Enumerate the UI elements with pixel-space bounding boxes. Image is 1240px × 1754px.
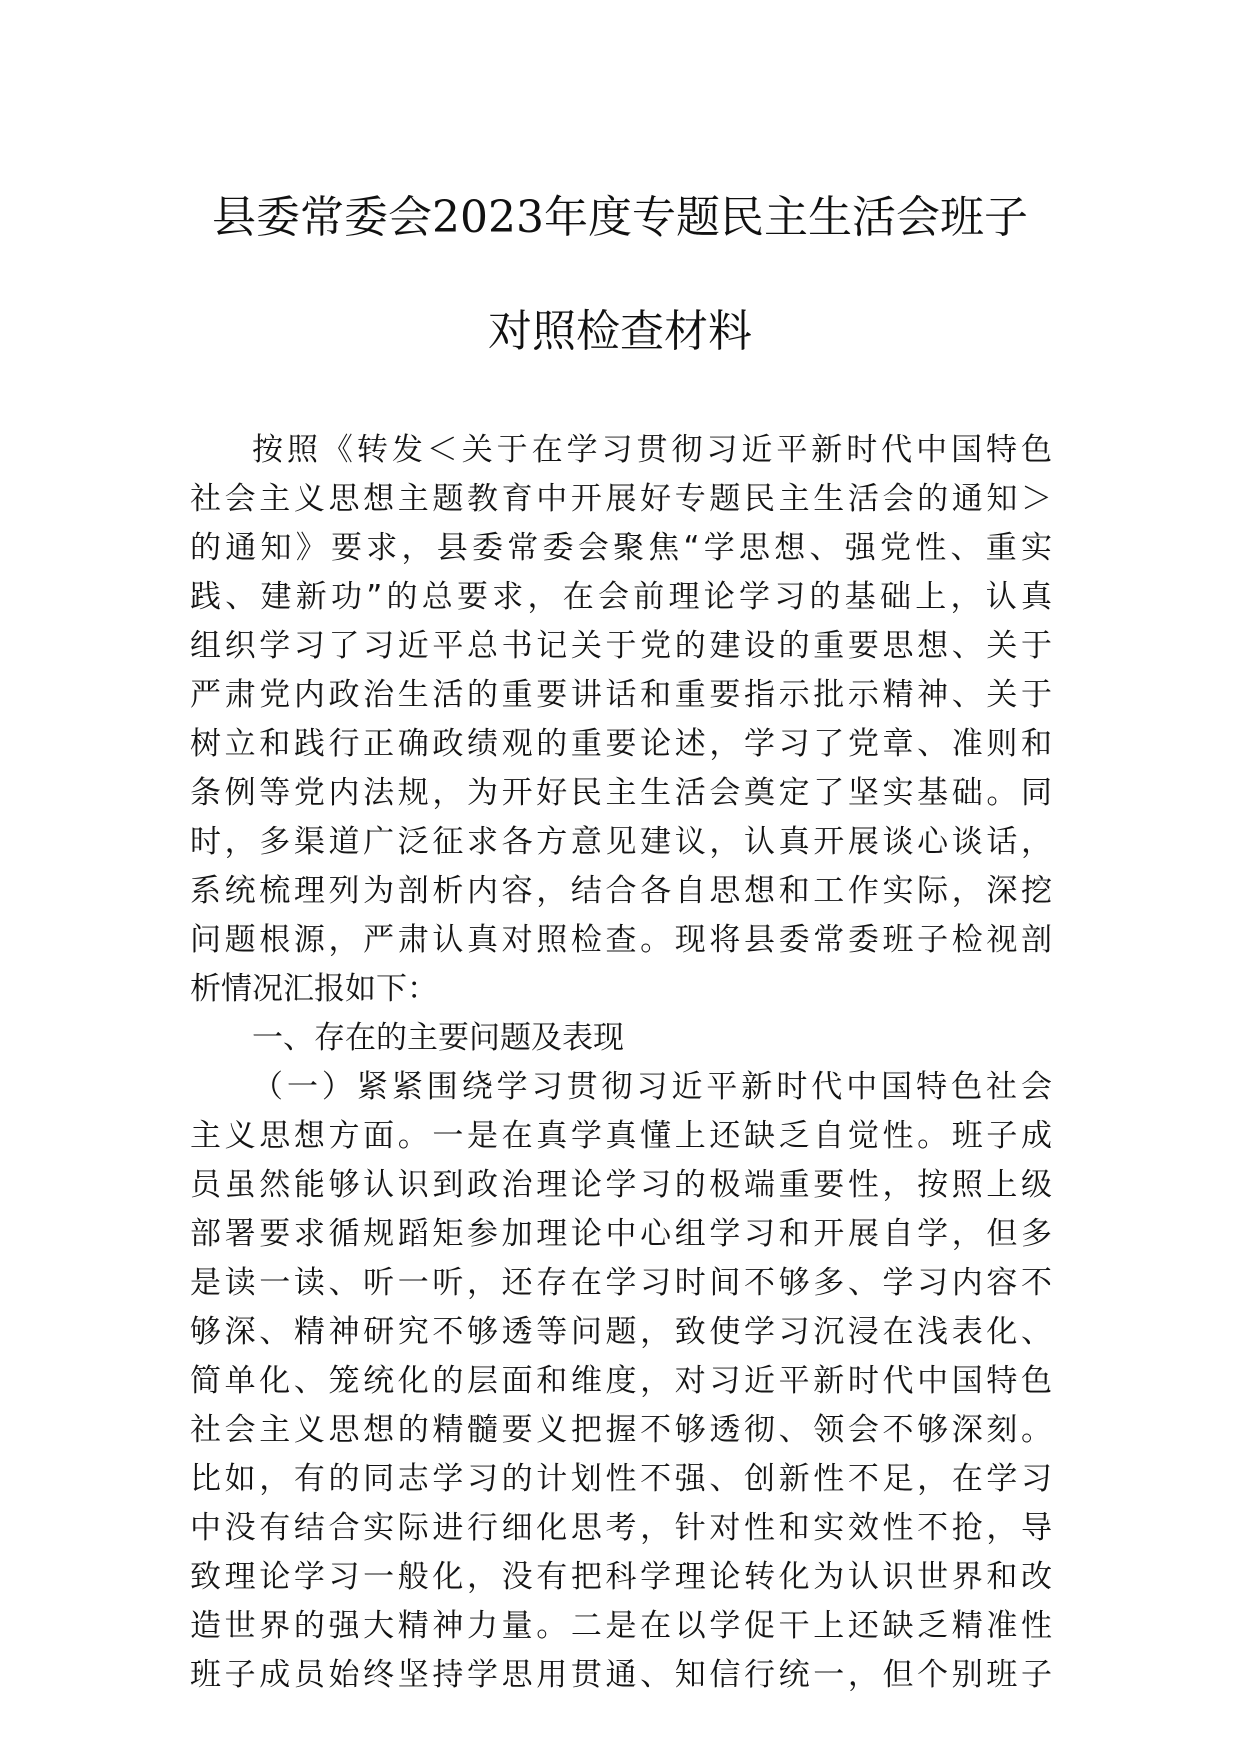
body-line: 严肃党内政治生活的重要讲话和重要指示批示精神、关于 (190, 677, 1052, 713)
body-line: 组织学习了习近平总书记关于党的建设的重要思想、关于 (190, 628, 1052, 664)
body-line: 简单化、笼统化的层面和维度，对习近平新时代中国特色 (190, 1363, 1052, 1399)
body-line: 按照《转发＜关于在学习贯彻习近平新时代中国特色 (252, 432, 1052, 468)
body-line: 社会主义思想主题教育中开展好专题民主生活会的通知＞ (190, 481, 1052, 517)
body-line: 造世界的强大精神力量。二是在以学促干上还缺乏精准性 (190, 1608, 1052, 1644)
body-line: 够深、精神研究不够透等问题，致使学习沉浸在浅表化、 (190, 1314, 1052, 1350)
body-line: 主义思想方面。一是在真学真懂上还缺乏自觉性。班子成 (190, 1118, 1052, 1154)
body-line: 部署要求循规蹈矩参加理论中心组学习和开展自学，但多 (190, 1216, 1052, 1252)
body-line: 条例等党内法规，为开好民主生活会奠定了坚实基础。同 (190, 775, 1052, 811)
document-title-line-2: 对照检查材料 (488, 306, 752, 357)
body-line: 是读一读、听一听，还存在学习时间不够多、学习内容不 (190, 1265, 1052, 1301)
body-line: 比如，有的同志学习的计划性不强、创新性不足，在学习 (190, 1461, 1052, 1497)
body-line: 析情况汇报如下： (190, 971, 438, 1007)
body-line: 员虽然能够认识到政治理论学习的极端重要性，按照上级 (190, 1167, 1052, 1203)
body-line: 班子成员始终坚持学思用贯通、知信行统一，但个别班子 (190, 1657, 1052, 1693)
body-line: 社会主义思想的精髓要义把握不够透彻、领会不够深刻。 (190, 1412, 1052, 1448)
document-title-line-1: 县委常委会2023年度专题民主生活会班子 (212, 192, 1028, 243)
body-line: 树立和践行正确政绩观的重要论述，学习了党章、准则和 (190, 726, 1052, 762)
body-line: 系统梳理列为剖析内容，结合各自思想和工作实际，深挖 (190, 873, 1052, 909)
body-line: 的通知》要求，县委常委会聚焦“学思想、强党性、重实 (190, 530, 1052, 566)
body-line: 问题根源，严肃认真对照检查。现将县委常委班子检视剖 (190, 922, 1052, 958)
section-heading: 一、存在的主要问题及表现 (252, 1020, 624, 1056)
body-line: 践、建新功”的总要求，在会前理论学习的基础上，认真 (190, 579, 1052, 615)
body-line: 时，多渠道广泛征求各方意见建议，认真开展谈心谈话， (190, 824, 1052, 860)
body-line: 中没有结合实际进行细化思考，针对性和实效性不抢，导 (190, 1510, 1052, 1546)
subsection-line: （一）紧紧围绕学习贯彻习近平新时代中国特色社会 (252, 1069, 1052, 1105)
body-line: 致理论学习一般化，没有把科学理论转化为认识世界和改 (190, 1559, 1052, 1595)
